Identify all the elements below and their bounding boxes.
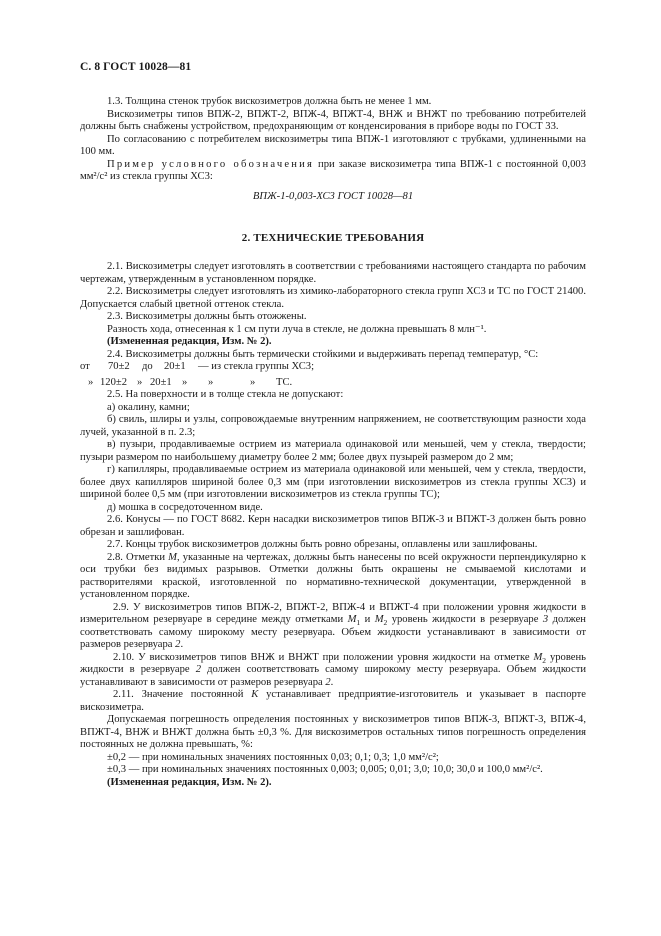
- defect-item-a: а) окалину, камни;: [107, 401, 190, 413]
- defect-item-d: д) мошка в сосредоточенном виде.: [107, 501, 263, 513]
- tolerance-line-2: ±0,3 — при номинальных значениях постоянных 0,003; 0,005; 0,01; 3,0; 10,0; 30,0 и 100,0 мм²/с².: [107, 764, 543, 775]
- paragraph-designation-example: [80, 159, 586, 184]
- temp-cell: »: [250, 376, 256, 388]
- paragraph-2-1: 2.1. Вискозиметры следует изготовлять в соответствии с требованиями настоящего стандарта по рабочим чертежам, утвержденным в установленном порядке.: [80, 261, 586, 285]
- page-header: С. 8 ГОСТ 10028—81: [80, 61, 192, 73]
- temp-cell: 120±2: [100, 376, 128, 388]
- amendment-note-2: (Измененная редакция, Изм. № 2).: [107, 776, 272, 788]
- paragraph-water-protection: Вискозиметры типов ВПЖ-2, ВПЖТ-2, ВПЖ-4, ВПЖТ-4, ВНЖ и ВНЖТ по требованию потребителей должны быть снабжены устройством, предохраняющим от конденсирования в приборе воды по ГОСТ 33.: [80, 108, 586, 132]
- paragraph-1-3: 1.3. Толщина стенок трубок вискозиметров должна быть не менее 1 мм.: [107, 96, 432, 107]
- paragraph-2-2: 2.2. Вискозиметры следует изготовлять из химико-лабораторного стекла групп ХС3 и ТС по ГОСТ 21400. Допускается слабый цветной оттенок стекла.: [80, 286, 586, 310]
- section-body: [80, 261, 586, 789]
- defect-item-g: г) капилляры, продавливаемые острием из материала одинаковой или меньшей, чем у стекла, твердости, более двух капилляров шириной более 0,3 мм (при изготовлении вискозиметров из стекла группы ХС3) и шириной более 0,5 мм (при изготовлении вискозиметров из стекла группы ТС);: [80, 464, 586, 500]
- temperature-row-1: [80, 361, 586, 374]
- paragraph-2-9: 2.9. У вискозиметров типов ВПЖ-2, ВПЖТ-2, ВПЖ-4 и ВПЖТ-4 при положении уровня жидкости в измерительном резервуаре в середине между отметками $М_1$ и $М_2$ уровень жидкости в резервуаре 3 должен соответствовать самому широкому месту резервуара. Объем жидкости устанавливают в зависимости от размеров резервуара 2.: [80, 601, 586, 650]
- defect-item-v: в) пузыри, продавливаемые острием из материала одинаковой или меньшей, чем у стекла, твердости; пузыри размером по наибольшему диаметру более 2 мм; более двух пузырей размером до 2 мм;: [80, 439, 586, 463]
- paragraph-2-8: 2.8. Отметки М, указанные на чертежах, должны быть нанесены по всей окружности перпендикулярно к оси трубки без видимых разрывов. Отметки должны быть окрашены не смываемой кислотами и растворителями краской, изготовленной по нормативно-технической документации, утвержденной в установленном порядке.: [80, 551, 586, 600]
- temp-cell: »: [88, 376, 94, 388]
- temp-cell: »: [137, 376, 143, 388]
- defect-item-b: б) свиль, шлиры и узлы, сопровождаемые внутренним напряжением, не соответствующим разности хода лучей, указанной в п. 2.3;: [80, 414, 586, 438]
- temp-cell: »: [208, 376, 214, 388]
- temp-cell: — из стекла группы ХС3;: [198, 361, 315, 372]
- designation-formula: ВПЖ-1-0,003-ХС3 ГОСТ 10028—81: [252, 190, 414, 202]
- paragraph-2-4: 2.4. Вискозиметры должны быть термически стойкими и выдерживать перепад температур, °С:: [107, 348, 539, 360]
- tolerance-line-1: ±0,2 — при номинальных значениях постоянных 0,03; 0,1; 0,3; 1,0 мм²/с²;: [107, 751, 439, 763]
- paragraph-2-7: 2.7. Концы трубок вискозиметров должны быть ровно обрезаны, оплавлены или зашлифованы.: [107, 539, 538, 550]
- temp-cell: »: [182, 376, 188, 388]
- temperature-row-2: [80, 377, 586, 390]
- temp-cell: 70±2: [108, 361, 130, 372]
- amendment-note-1: (Измененная редакция, Изм. № 2).: [107, 336, 272, 347]
- temp-cell: 20±1: [164, 361, 186, 372]
- temp-cell: до: [142, 361, 153, 372]
- designation-example-rest: при заказе вискозиметра типа ВПЖ-1 с постоянной 0,003 мм²/с² из стекла группы ХС3:: [80, 158, 586, 182]
- section-title: 2. ТЕХНИЧЕСКИЕ ТРЕБОВАНИЯ: [241, 232, 425, 244]
- paragraph-2-6: 2.6. Конусы — по ГОСТ 8682. Керн насадки вискозиметров типов ВПЖ-3 и ВПЖТ-3 должен быть ровно обрезан и зашлифован.: [80, 514, 586, 538]
- paragraph-2-10: 2.10. У вискозиметров типов ВНЖ и ВНЖТ при положении уровня жидкости на отметке $М_2$ уровень жидкости в резервуаре 2 должен соответствовать самому широкому месту резервуара. Объем жидкости устанавливают в зависимости от размеров резервуара 2.: [80, 651, 586, 688]
- designation-example-lead: Пример условного обозначения: [107, 158, 315, 170]
- intro-block: [80, 96, 586, 211]
- paragraph-2-3-retardation: Разность хода, отнесенная к 1 см пути луча в стекле, не должна превышать 8 млн⁻¹.: [107, 323, 487, 335]
- temp-cell: от: [80, 361, 90, 372]
- temp-cell: 20±1: [150, 376, 172, 388]
- paragraph-extended-tubes: По согласованию с потребителем вискозиметры типа ВПЖ-1 изготовляют с трубками, удлиненными на 100 мм.: [80, 133, 586, 157]
- paragraph-2-5: 2.5. На поверхности и в толще стекла не допускают:: [107, 389, 344, 400]
- temp-cell: ТС.: [276, 376, 293, 388]
- paragraph-2-11-tolerance: Допускаемая погрешность определения постоянных у вискозиметров типов ВПЖ-3, ВПЖТ-3, ВПЖ-4, ВПЖТ-4, ВНЖ и ВНЖТ должна быть ±0,3 %. Для вискозиметров остальных типов погрешность определения постоянных не должна превышать, %:: [80, 714, 586, 750]
- paragraph-2-3: 2.3. Вискозиметры должны быть отожжены.: [107, 311, 307, 322]
- paragraph-2-11: 2.11. Значение постоянной К устанавливает предприятие-изготовитель и указывает в паспорте вискозиметра.: [80, 689, 586, 713]
